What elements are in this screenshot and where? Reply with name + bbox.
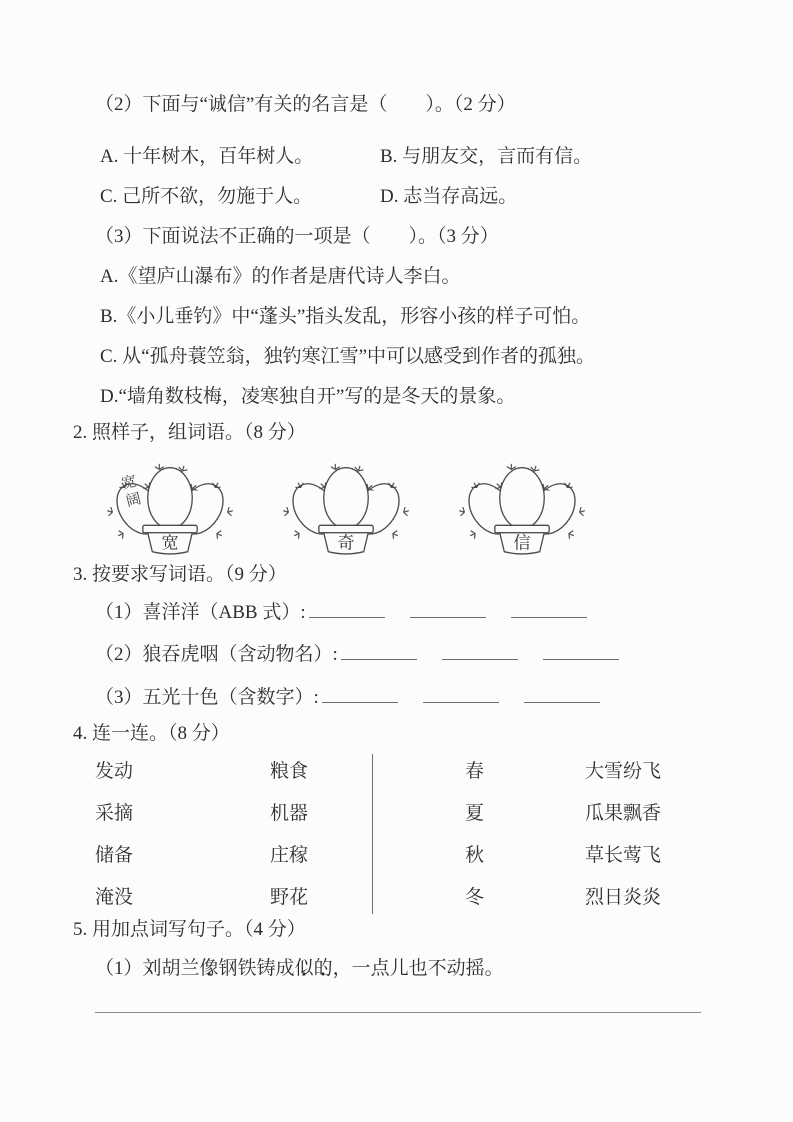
match-phrase: 草长莺飞 [585, 845, 662, 866]
q4-divider [372, 754, 373, 914]
answer-blank [442, 644, 518, 660]
q3-title: 3. 按要求写词语。（9 分） [73, 564, 287, 585]
answer-blank [543, 644, 619, 660]
match-season: 冬 [465, 887, 485, 908]
q4-matching-grid [95, 760, 723, 910]
pot-label: 信 [513, 533, 531, 553]
q1-sub3-option-c: C. 从“孤舟蓑笠翁，独钓寒江雪”中可以感受到作者的孤独。 [100, 346, 596, 367]
match-season: 夏 [465, 803, 485, 824]
q1-sub3-option-d: D.“墙角数枝梅，凌寒独自开”写的是冬天的景象。 [100, 386, 516, 407]
option-b: B. 与朋友交，言而有信。 [380, 146, 593, 167]
match-noun: 庄稼 [270, 845, 309, 866]
match-noun: 野花 [270, 887, 309, 908]
emphasized-char: 似 ● [295, 957, 314, 981]
q5-answer-line [95, 1011, 701, 1013]
q1-sub3-prompt: （3）下面说法不正确的一项是（ ）。（3 分） [95, 226, 499, 247]
emphasized-char: 像 ● [200, 957, 219, 981]
match-phrase: 烈日炎炎 [585, 887, 662, 908]
match-noun: 机器 [270, 803, 309, 824]
q4-title: 4. 连一连。（8 分） [73, 723, 230, 744]
q3-item-1 [95, 601, 723, 625]
option-d: D. 志当存高远。 [380, 186, 518, 207]
answer-blank [423, 687, 499, 703]
match-season: 秋 [465, 845, 485, 866]
match-phrase: 瓜果飘香 [585, 803, 662, 824]
q1-sub2-prompt: （2）下面与“诚信”有关的名言是（ ）。（2 分） [95, 94, 516, 115]
example-handwriting: 宽阔 [117, 472, 143, 512]
match-phrase: 大雪纷飞 [585, 761, 662, 782]
q5-title: 5. 用加点词写句子。（4 分） [73, 919, 306, 940]
option-a: A. 十年树木，百年树人。 [100, 146, 314, 167]
match-verb: 发动 [95, 761, 134, 782]
pot-label: 宽 [161, 533, 179, 553]
sentence-pre: 刘胡兰 [142, 958, 200, 979]
q3-item-2-prompt: （2）狼吞虎咽（含动物名）: [95, 644, 338, 665]
sentence-post: ，一点儿也不动摇。 [332, 958, 504, 979]
pot-label: 奇 [337, 533, 355, 553]
option-c: C. 己所不欲，勿施于人。 [100, 186, 313, 207]
answer-blank [309, 602, 385, 618]
q1-sub2-option-row-1 [100, 145, 723, 169]
q3-item-2 [95, 643, 723, 667]
cactus-3 [452, 460, 592, 561]
answer-blank [322, 687, 398, 703]
match-season: 春 [465, 761, 485, 782]
q2-title: 2. 照样子，组词语。（8 分） [73, 422, 306, 443]
answer-blank [511, 602, 587, 618]
q3-item-3 [95, 686, 723, 710]
answer-blank [524, 687, 600, 703]
q3-item-3-prompt: （3）五光十色（含数字）: [95, 687, 319, 708]
match-verb: 淹没 [95, 887, 134, 908]
match-verb: 采摘 [95, 803, 134, 824]
answer-blank [341, 644, 417, 660]
cactus-example [100, 460, 240, 561]
q3-item-1-prompt: （1）喜洋洋（ABB 式）: [95, 602, 306, 623]
q2-cactus-row [100, 453, 723, 561]
answer-blank [410, 602, 486, 618]
sentence-number: （1） [95, 958, 143, 979]
sentence-mid: 钢铁铸成 [218, 958, 295, 979]
q1-sub2-option-row-2 [100, 185, 723, 209]
q1-sub3-option-b: B.《小儿垂钓》中“蓬头”指头发乱，形容小孩的样子可怕。 [100, 306, 591, 327]
q1-sub3-option-a: A.《望庐山瀑布》的作者是唐代诗人李白。 [100, 266, 461, 287]
match-verb: 储备 [95, 845, 134, 866]
cactus-2 [276, 460, 416, 561]
cactus-illustration [452, 460, 592, 561]
q5-sentence [95, 957, 723, 981]
emphasized-char: 的 ● [314, 957, 333, 981]
match-noun: 粮食 [270, 761, 309, 782]
cactus-illustration [276, 460, 416, 561]
